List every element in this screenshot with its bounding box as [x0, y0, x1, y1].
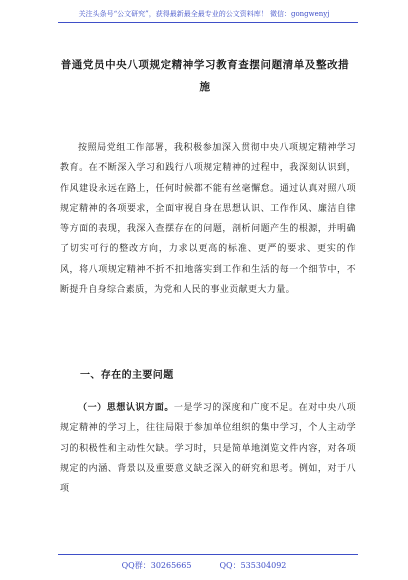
- header-notice: 关注头条号“公文研究”，获得最新最全最专业的公文资料库！ 微信：gongwenyj: [78, 10, 330, 18]
- document-title: 普通党员中央八项规定精神学习教育查摆问题清单及整改措施: [60, 59, 350, 93]
- footer-divider: [58, 554, 358, 555]
- subsection-text: 一是学习的深度和广度不足。在对中央八项规定精神的学习上，往往局限于参加单位组织的集中学习，个人主动学习的积极性和主动性欠缺。学习时，只是简单地浏览文件内容，对各项规定的内涵、背景以及重要意义缺乏深入的研究和思考。例如，对于八项: [60, 403, 356, 495]
- footer-qq-number: QQ：535304092: [219, 561, 287, 570]
- section-heading: 一、存在的主要问题: [80, 370, 174, 381]
- footer-qq-group: QQ群：30265665: [121, 561, 192, 570]
- intro-paragraph: 按照局党组工作部署，我积极参加深入贯彻中央八项规定精神学习教育。在不断深入学习和践行八项规定精神的过程中，我深刻认识到，作风建设永远在路上，任何时候都不能有丝毫懈怠。通过认真对照八项规定精神的各项要求，全面审视自身在思想认识、工作作风、廉洁自律等方面的表现，我深入查摆存在的问题，剖析问题产生的根源，并明确了切实可行的整改方向，力求以更高的标准、更严的要求、更实的作风，将八项规定精神不折不扣地落实到工作和生活的每一个细节中，不断提升自身综合素质，为党和人民的事业贡献更大力量。: [60, 143, 356, 296]
- footer-contact: [0, 560, 408, 571]
- subsection-paragraph: [60, 398, 356, 499]
- subsection-heading: （一）思想认识方面。: [78, 403, 174, 413]
- header-divider: [58, 22, 358, 23]
